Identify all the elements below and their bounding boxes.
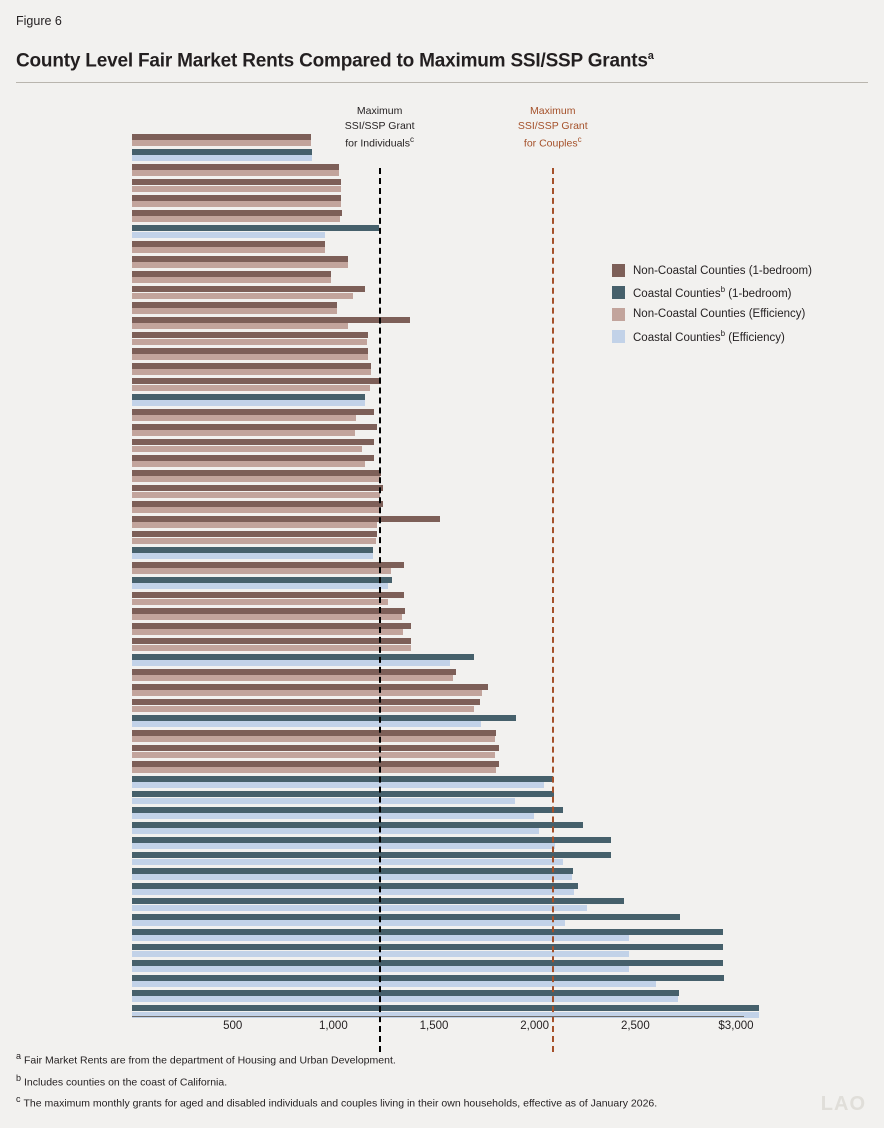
bar-one-bedroom [132, 134, 311, 140]
bar-one-bedroom [132, 164, 339, 170]
bar-efficiency [132, 935, 629, 941]
chart-row [132, 239, 742, 254]
bar-one-bedroom [132, 149, 312, 155]
note-individual: Maximum SSI/SSP Grant for Individuals$^c$ [344, 105, 415, 150]
x-tick-label: 500 [223, 1020, 243, 1032]
chart-row [132, 897, 742, 912]
chart-row [132, 744, 742, 759]
footnote: $^b$ Includes counties on the coast of California. [16, 1072, 228, 1088]
bar-one-bedroom [132, 608, 405, 614]
legend-swatch [612, 330, 625, 343]
bar-one-bedroom [132, 852, 611, 858]
bar-efficiency [132, 430, 355, 436]
bar-one-bedroom [132, 332, 368, 338]
chart-row [132, 667, 742, 682]
bar-one-bedroom [132, 592, 404, 598]
bar-one-bedroom [132, 363, 371, 369]
bar-efficiency [132, 538, 376, 544]
chart-row [132, 759, 742, 774]
bar-efficiency [132, 996, 678, 1002]
chart-row [132, 163, 742, 178]
chart-row [132, 866, 742, 881]
bar-efficiency [132, 140, 311, 146]
bar-efficiency [132, 155, 312, 161]
bar-efficiency [132, 492, 380, 498]
chart-row [132, 851, 742, 866]
bar-efficiency [132, 798, 515, 804]
chart-row [132, 224, 742, 239]
x-tick-label: 1,000 [318, 1020, 348, 1032]
legend-item [612, 264, 812, 277]
page-title [16, 50, 654, 72]
bar-efficiency [132, 277, 331, 283]
bar-efficiency [132, 400, 365, 406]
bar-one-bedroom [132, 960, 723, 966]
chart-row [132, 469, 742, 484]
chart-row [132, 407, 742, 422]
bar-one-bedroom [132, 944, 723, 950]
bar-one-bedroom [132, 286, 365, 292]
bar-efficiency [132, 385, 370, 391]
bar-efficiency [132, 216, 340, 222]
bar-one-bedroom [132, 883, 578, 889]
bar-efficiency [132, 232, 325, 238]
bar-one-bedroom [132, 302, 337, 308]
bar-efficiency [132, 874, 572, 880]
bar-one-bedroom [132, 730, 496, 736]
chart-row [132, 208, 742, 223]
legend-swatch [612, 286, 625, 299]
legend-item [612, 285, 812, 300]
chart-row [132, 606, 742, 621]
chart-row [132, 912, 742, 927]
bar-one-bedroom [132, 210, 342, 216]
bar-efficiency [132, 752, 495, 758]
bar-efficiency [132, 706, 474, 712]
figure-label: Figure 6 [16, 14, 62, 28]
bar-efficiency [132, 369, 371, 375]
bar-efficiency [132, 323, 348, 329]
bar-one-bedroom [132, 424, 377, 430]
bar-efficiency [132, 476, 380, 482]
bar-one-bedroom [132, 1005, 759, 1011]
bar-one-bedroom [132, 485, 383, 491]
footnote: $^a$ Fair Market Rents are from the department of Housing and Urban Development. [16, 1051, 396, 1067]
bar-efficiency [132, 645, 411, 651]
bar-one-bedroom [132, 654, 474, 660]
chart-row [132, 973, 742, 988]
bar-efficiency [132, 507, 379, 513]
bar-one-bedroom [132, 715, 516, 721]
chart-row [132, 499, 742, 514]
note-couples: Maximum SSI/SSP Grant for Couples$^c$ [517, 105, 588, 150]
bar-one-bedroom [132, 439, 374, 445]
chart-row [132, 729, 742, 744]
bar-efficiency [132, 629, 403, 635]
bar-one-bedroom [132, 455, 374, 461]
chart-row [132, 927, 742, 942]
bar-one-bedroom [132, 776, 553, 782]
bar-one-bedroom [132, 791, 554, 797]
bar-efficiency [132, 186, 341, 192]
chart-row [132, 790, 742, 805]
bar-one-bedroom [132, 975, 724, 981]
chart-row [132, 774, 742, 789]
bar-efficiency [132, 446, 362, 452]
bar-one-bedroom [132, 638, 411, 644]
bar-one-bedroom [132, 623, 411, 629]
bar-one-bedroom [132, 914, 680, 920]
bar-efficiency [132, 262, 348, 268]
bar-efficiency [132, 201, 341, 207]
chart-row [132, 392, 742, 407]
bar-efficiency [132, 843, 555, 849]
bar-efficiency [132, 461, 365, 467]
bar-efficiency [132, 553, 373, 559]
chart-row [132, 423, 742, 438]
bar-one-bedroom [132, 225, 379, 231]
x-tick-label: 1,500 [419, 1020, 449, 1032]
bar-one-bedroom [132, 348, 368, 354]
chart-row [132, 989, 742, 1004]
chart-legend [612, 264, 812, 352]
chart-row [132, 545, 742, 560]
bar-one-bedroom [132, 501, 383, 507]
chart-row [132, 178, 742, 193]
bar-one-bedroom [132, 256, 348, 262]
chart-row [132, 193, 742, 208]
legend-label: Coastal Counties$^b$ (1-bedroom) [633, 285, 792, 300]
bar-one-bedroom [132, 929, 723, 935]
chart-row [132, 836, 742, 851]
bar-one-bedroom [132, 807, 563, 813]
bar-efficiency [132, 599, 388, 605]
bar-efficiency [132, 308, 337, 314]
legend-label: Non-Coastal Counties (Efficiency) [633, 308, 806, 321]
chart-row [132, 683, 742, 698]
footnotes [16, 1048, 776, 1113]
bar-efficiency [132, 522, 377, 528]
chart-row [132, 453, 742, 468]
bar-efficiency [132, 767, 496, 773]
bar-efficiency [132, 951, 629, 957]
bar-one-bedroom [132, 868, 573, 874]
bar-one-bedroom [132, 378, 381, 384]
bar-efficiency [132, 889, 574, 895]
bar-one-bedroom [132, 516, 440, 522]
bar-efficiency [132, 782, 544, 788]
page-title-text: County Level Fair Market Rents Compared to Maximum SSI/SSP Grants [16, 50, 648, 72]
bar-efficiency [132, 614, 402, 620]
legend-item [612, 329, 812, 344]
bar-one-bedroom [132, 179, 341, 185]
chart-row [132, 132, 742, 147]
chart-row [132, 622, 742, 637]
bar-one-bedroom [132, 394, 365, 400]
bar-efficiency [132, 583, 388, 589]
chart-row [132, 530, 742, 545]
bar-efficiency [132, 966, 629, 972]
chart-row [132, 591, 742, 606]
x-tick-label: 2,500 [620, 1020, 650, 1032]
bar-one-bedroom [132, 470, 381, 476]
chart-row [132, 698, 742, 713]
bar-one-bedroom [132, 562, 404, 568]
bar-efficiency [132, 813, 534, 819]
chart-row [132, 958, 742, 973]
chart-row [132, 361, 742, 376]
bar-efficiency [132, 905, 587, 911]
chart-row [132, 652, 742, 667]
legend-label: Coastal Counties$^b$ (Efficiency) [633, 328, 785, 344]
bar-one-bedroom [132, 990, 679, 996]
bar-one-bedroom [132, 531, 377, 537]
chart-row [132, 514, 742, 529]
bar-efficiency [132, 721, 481, 727]
bar-one-bedroom [132, 409, 374, 415]
page-title-footnote-marker: a [647, 50, 654, 62]
chart-row [132, 882, 742, 897]
bar-one-bedroom [132, 837, 611, 843]
chart-row [132, 820, 742, 835]
chart-row [132, 805, 742, 820]
bar-one-bedroom [132, 699, 480, 705]
legend-item [612, 308, 812, 321]
legend-label: Non-Coastal Counties (1-bedroom) [633, 264, 812, 277]
bar-one-bedroom [132, 745, 499, 751]
bar-efficiency [132, 339, 367, 345]
chart-row [132, 713, 742, 728]
bar-efficiency [132, 690, 482, 696]
chart-row [132, 147, 742, 162]
lao-logo: LAO [820, 1093, 866, 1115]
bar-efficiency [132, 568, 391, 574]
legend-swatch [612, 308, 625, 321]
bar-one-bedroom [132, 241, 325, 247]
x-tick-label: $3,000 [718, 1020, 754, 1032]
bar-one-bedroom [132, 822, 583, 828]
bar-one-bedroom [132, 195, 341, 201]
bar-one-bedroom [132, 684, 488, 690]
chart-row [132, 438, 742, 453]
chart-row [132, 576, 742, 591]
footnote: $^c$ The maximum monthly grants for aged and disabled individuals and couples living in their own households, effective as of January 2026. [16, 1094, 658, 1110]
bar-one-bedroom [132, 669, 456, 675]
bar-efficiency [132, 736, 495, 742]
bar-efficiency [132, 981, 656, 987]
legend-swatch [612, 264, 625, 277]
bar-one-bedroom [132, 577, 392, 583]
title-divider [16, 82, 868, 83]
chart-row [132, 637, 742, 652]
line-individual [379, 168, 381, 1052]
bar-one-bedroom [132, 761, 499, 767]
bar-efficiency [132, 293, 353, 299]
chart-area [0, 96, 884, 1032]
chart-row [132, 484, 742, 499]
bar-efficiency [132, 828, 539, 834]
x-tick-label: 2,000 [520, 1020, 550, 1032]
bar-efficiency [132, 920, 565, 926]
bar-efficiency [132, 675, 453, 681]
x-axis-line [132, 1016, 744, 1017]
bar-efficiency [132, 859, 563, 865]
bar-one-bedroom [132, 317, 410, 323]
chart-row [132, 560, 742, 575]
bar-efficiency [132, 354, 368, 360]
line-couples [552, 168, 554, 1052]
bar-efficiency [132, 660, 450, 666]
bar-efficiency [132, 415, 356, 421]
chart-row [132, 943, 742, 958]
chart-row [132, 377, 742, 392]
bar-one-bedroom [132, 547, 373, 553]
bar-efficiency [132, 247, 325, 253]
bar-efficiency [132, 170, 339, 176]
bar-one-bedroom [132, 271, 331, 277]
